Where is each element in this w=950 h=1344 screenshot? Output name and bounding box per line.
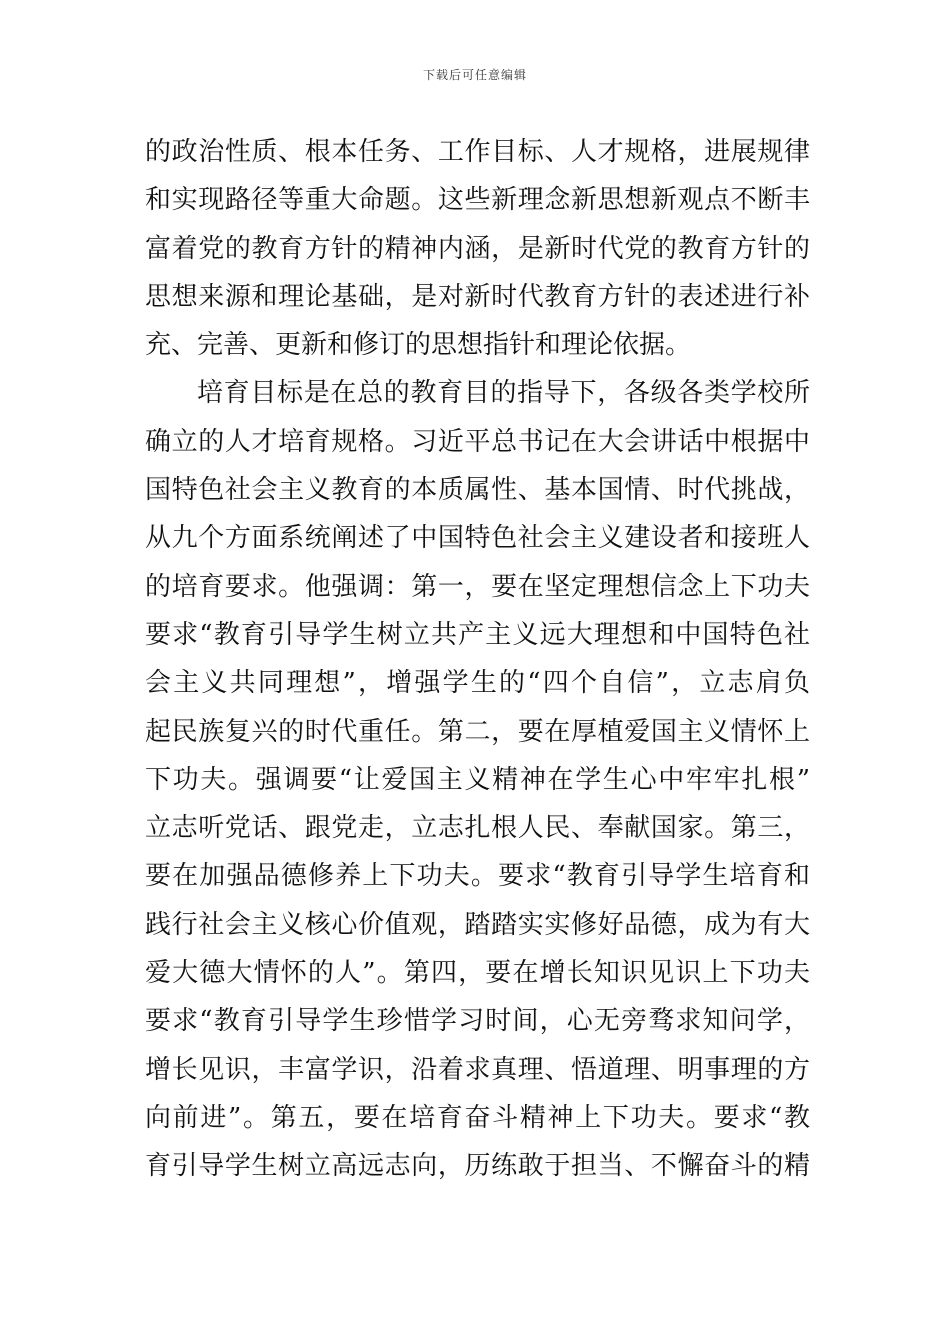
text-line: 下功夫。强调要“让爱国主义精神在学生心中牢牢扎根” — [145, 764, 810, 795]
text-line: 国特色社会主义教育的本质属性、基本国情、时代挑战， — [145, 475, 810, 506]
text-line: 从九个方面系统阐述了中国特色社会主义建设者和接班人 — [145, 523, 810, 554]
text-line: 爱大德大情怀的人”。第四，要在增长知识见识上下功夫 — [145, 958, 810, 989]
text-line: 要求“教育引导学生珍惜学习时间，心无旁骛求知问学， — [145, 1006, 810, 1037]
text-line: 育引导学生树立高远志向，历练敢于担当、不懈奋斗的精 — [145, 1151, 810, 1182]
text-line: 会主义共同理想”，增强学生的“四个自信”，立志肩负 — [145, 668, 810, 699]
text-line: 践行社会主义核心价值观，踏踏实实修好品德，成为有大 — [145, 909, 810, 940]
text-line: 充、完善、更新和修订的思想指针和理论依据。 — [145, 330, 692, 361]
text-line: 增长见识，丰富学识，沿着求真理、悟道理、明事理的方 — [145, 1054, 810, 1085]
text-line: 的培育要求。他强调：第一，要在坚定理想信念上下功夫 — [145, 571, 810, 602]
text-line: 思想来源和理论基础，是对新时代教育方针的表述进行补 — [145, 281, 810, 312]
text-line: 富着党的教育方针的精神内涵，是新时代党的教育方针的 — [145, 233, 810, 264]
text-line: 立志听党话、跟党走，立志扎根人民、奉献国家。第三， — [145, 813, 810, 844]
text-line: 要在加强品德修养上下功夫。要求“教育引导学生培育和 — [145, 861, 810, 892]
text-line: 的政治性质、根本任务、工作目标、人才规格，进展规律 — [145, 137, 810, 167]
text-line: 培育目标是在总的教育目的指导下，各级各类学校所 — [197, 378, 810, 409]
document-body — [145, 128, 810, 1191]
text-line: 确立的人才培育规格。习近平总书记在大会讲话中根据中 — [145, 426, 810, 457]
text-line: 向前进”。第五，要在培育奋斗精神上下功夫。要求“教 — [145, 1102, 810, 1133]
page-header: 下载后可任意编辑 — [422, 68, 527, 82]
text-line: 要求“教育引导学生树立共产主义远大理想和中国特色社 — [145, 619, 810, 650]
text-line: 起民族复兴的时代重任。第二，要在厚植爱国主义情怀上 — [145, 716, 810, 747]
text-line: 和实现路径等重大命题。这些新理念新思想新观点不断丰 — [145, 185, 810, 216]
